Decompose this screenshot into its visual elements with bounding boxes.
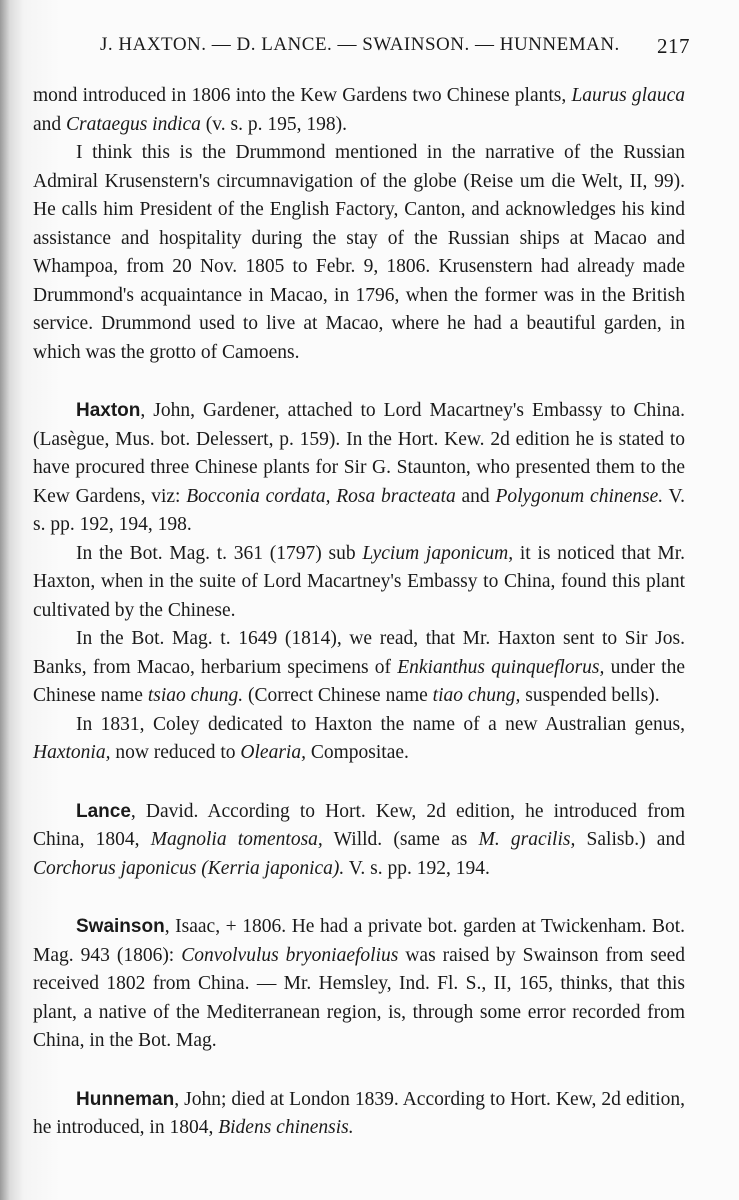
drummond-paragraph-2: I think this is the Drummond mentioned in the narrative of the Russian Admiral Krusenstern's circumnavigation of the globe (Reise um die Welt, II, 99). He calls him President of the English Factory, Canton, and acknowledges his kind assistance and hospitality during the stay of the Russian ships at Macao and Whampoa, from 20 Nov. 1805 to Febr. 9, 1806. Krusenstern had already made Drummond's acquaintance in Macao, in 1796, when the former was in the British service. Drummond used to live at Macao, where he had a beautiful garden, in which was the grotto of Camoens. bbox=[33, 142, 685, 363]
body-text bbox=[33, 82, 685, 1143]
lance-entry bbox=[33, 798, 685, 884]
swainson-entry bbox=[33, 913, 685, 1056]
text-run: , Isaac, + 1806. He had a private bot. garden at Twickenham. Bot. Mag. 943 (1806): bbox=[33, 916, 685, 966]
taxon-name: M. gracilis, bbox=[478, 829, 576, 850]
entry-gap bbox=[33, 768, 685, 798]
taxon-name: Enkianthus quinqueflorus, bbox=[397, 656, 605, 678]
text-run: In the Bot. Mag. t. 361 (1797) sub bbox=[76, 542, 363, 564]
page-header bbox=[100, 34, 690, 64]
text-run: mond introduced in 1806 into the Kew Gardens two Chinese plants, bbox=[33, 85, 572, 106]
text-run: Compositae. bbox=[305, 742, 409, 763]
text-run: (v. s. p. 195, 198). bbox=[200, 113, 347, 135]
entry-headword: Hunneman bbox=[76, 1088, 175, 1110]
entry-headword: Haxton bbox=[76, 400, 141, 421]
haxton-paragraph-2 bbox=[33, 540, 685, 626]
text-run: it is noticed that Mr. Haxton, when in the suite of Lord Macartney's Embassy to China, found this plant cultivated by the Chinese. bbox=[33, 542, 685, 621]
text-run: Salisb.) and bbox=[575, 829, 685, 850]
text-run: , John; died at London 1839. According to Hort. Kew, 2d edition, he introduced, in 1804, bbox=[33, 1088, 685, 1138]
taxon-name: Convolvulus bryoniaefolius bbox=[181, 944, 399, 966]
haxton-paragraph-4 bbox=[33, 711, 685, 768]
haxton-entry bbox=[33, 397, 685, 540]
text-run: was raised by Swainson from seed received 1802 from China. — Mr. Hemsley, Ind. Fl. S., II, 165, thinks, that this plant, a native of the Mediterranean region, is, through some error recorded from China, in the Bot. Mag. bbox=[33, 944, 686, 1051]
taxon-name: Bidens chinensis. bbox=[218, 1117, 354, 1138]
text-run: (Correct Chinese name bbox=[243, 685, 433, 706]
text-run: and bbox=[33, 113, 67, 135]
entry-headword: Lance bbox=[76, 800, 131, 822]
text-run: and bbox=[455, 485, 496, 507]
text-run: Willd. (same as bbox=[322, 829, 479, 850]
text-run: , David. According to Hort. Kew, 2d edition, he introduced from China, 1804, bbox=[33, 800, 685, 850]
taxon-name: Magnolia tomentosa, bbox=[150, 829, 323, 850]
entry-headword: Swainson bbox=[76, 916, 165, 937]
running-head: J. HAXTON. — D. LANCE. — SWAINSON. — HUNNEMAN. bbox=[100, 34, 620, 55]
chinese-name: tsiao chung. bbox=[147, 685, 244, 706]
text-run: suspended bells). bbox=[520, 685, 660, 706]
taxon-name: Bocconia cordata, Rosa bracteata bbox=[186, 485, 456, 507]
text-run: V. s. pp. 192, 194. bbox=[344, 857, 490, 879]
text-run: In 1831, Coley dedicated to Haxton the name of a new Australian genus, bbox=[76, 713, 685, 735]
taxon-name: Laurus glauca bbox=[571, 85, 685, 106]
page-number: 217 bbox=[657, 34, 690, 58]
taxon-name: Olearia, bbox=[240, 742, 306, 763]
chinese-name: tiao chung, bbox=[432, 685, 521, 706]
taxon-name: Crataegus indica bbox=[66, 113, 201, 135]
entry-gap bbox=[33, 883, 685, 913]
text-run: , John, Gardener, attached to Lord Macartney's Embassy to China. (Lasègue, Mus. bot. Delessert, p. 159). In the Hort. Kew. 2d edition he is stated to have procured three Chinese plants for Sir G. Staunton, who presented them to the Kew Gardens, viz: bbox=[33, 400, 685, 507]
text-run: In the Bot. Mag. t. 1649 (1814), we read, that Mr. Haxton sent to Sir Jos. Banks, from Macao, herbarium specimens of bbox=[33, 628, 685, 678]
text-run: V. s. pp. 192, 194, 198. bbox=[33, 485, 686, 535]
taxon-name: Corchorus japonicus (Kerria japonica). bbox=[33, 857, 345, 879]
text-run: now reduced to bbox=[110, 742, 241, 763]
taxon-name: Lycium japonicum, bbox=[362, 542, 514, 564]
text-run: under the Chinese name bbox=[33, 656, 685, 706]
drummond-paragraph-1 bbox=[33, 82, 685, 139]
entry-gap bbox=[33, 1056, 685, 1086]
entry-gap bbox=[33, 367, 685, 397]
taxon-name: Polygonum chinense. bbox=[495, 485, 664, 507]
taxon-name: Haxtonia, bbox=[33, 742, 111, 763]
haxton-paragraph-3 bbox=[33, 625, 685, 711]
hunneman-entry bbox=[33, 1086, 685, 1143]
